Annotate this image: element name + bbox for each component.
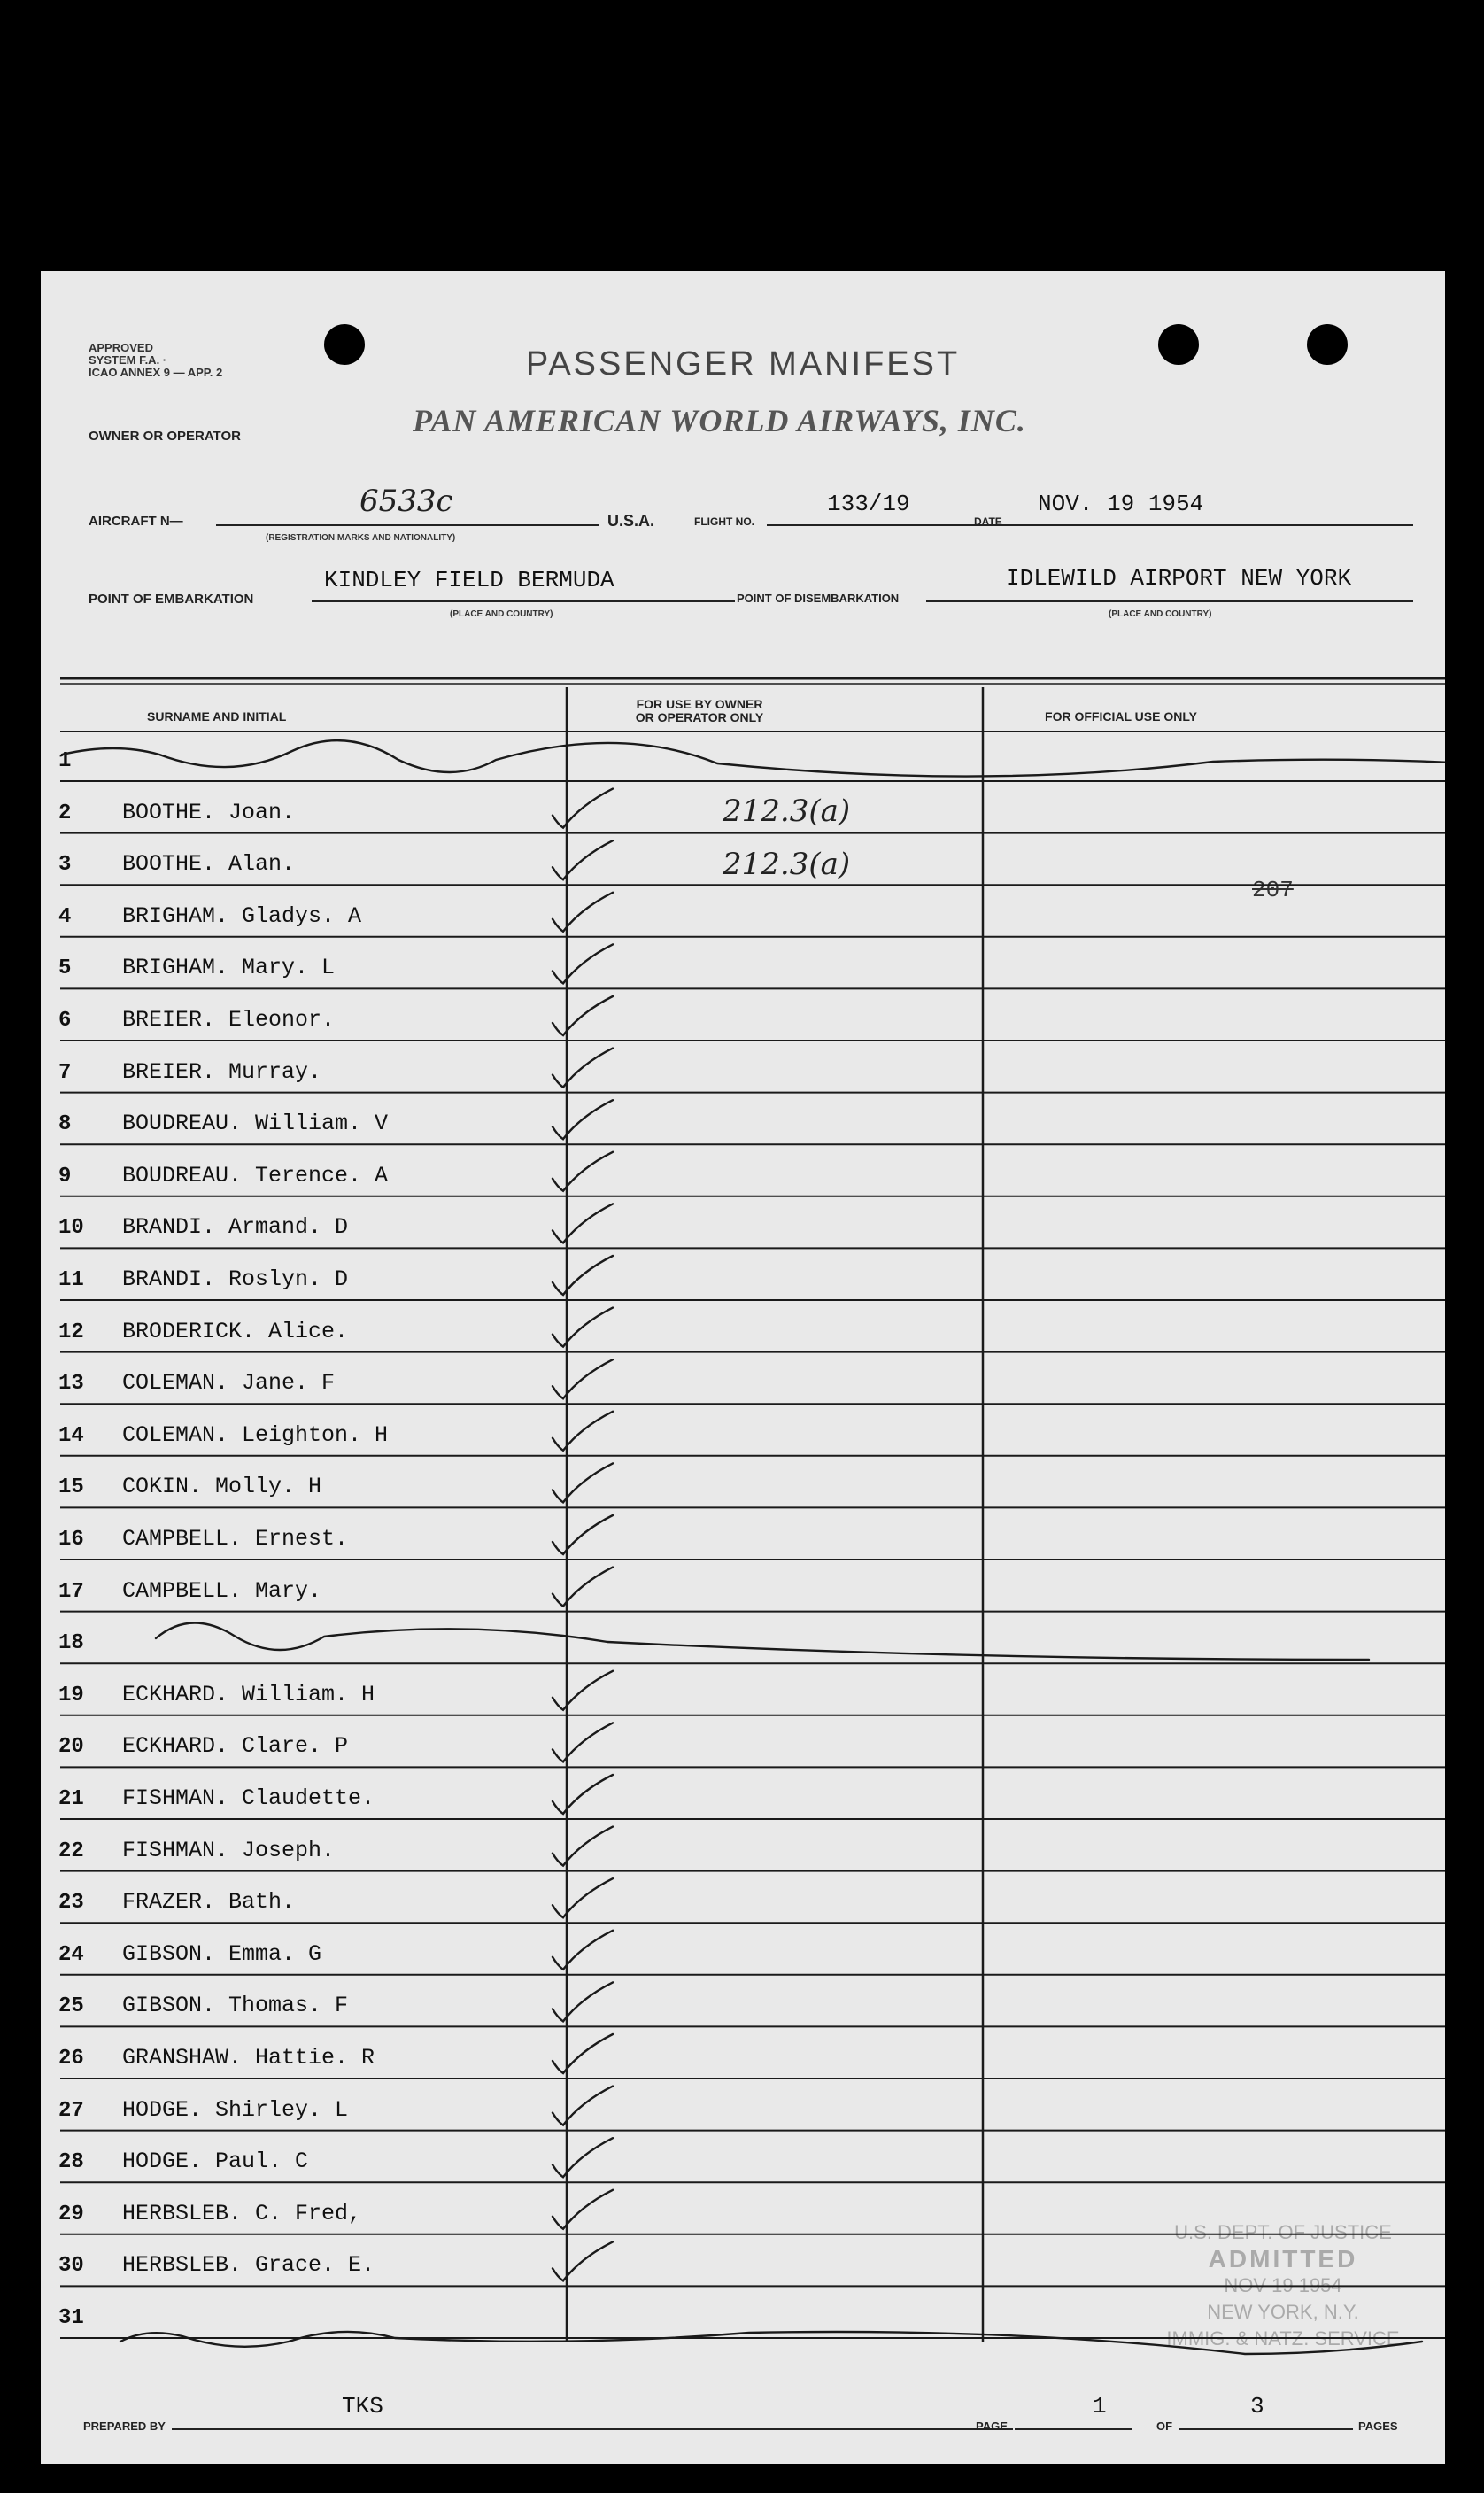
page-value: 1 — [1093, 2393, 1107, 2419]
table-ruling — [41, 271, 1445, 2464]
stamp-line: IMMIG. & NATZ. SERVICE — [1166, 2327, 1400, 2350]
check-mark — [553, 1412, 613, 1451]
row-number: 3 — [58, 853, 72, 878]
check-mark — [553, 840, 613, 879]
check-mark — [553, 1463, 613, 1502]
check-mark — [553, 2087, 613, 2125]
row-number: 8 — [58, 1112, 72, 1137]
check-mark — [553, 1775, 613, 1814]
passenger-name: COKIN. Molly. H — [122, 1474, 322, 1500]
passenger-name: BRANDI. Roslyn. D — [122, 1266, 349, 1292]
row-number: 12 — [58, 1320, 84, 1344]
page-label: PAGE — [976, 2419, 1008, 2433]
row-3-note: 212.3(a) — [723, 847, 851, 882]
passenger-name: FRAZER. Bath. — [122, 1889, 296, 1916]
passenger-name: BRIGHAM. Gladys. A — [122, 902, 362, 929]
prepared-value: TKS — [342, 2393, 383, 2419]
embarkation-note: (PLACE AND COUNTRY) — [450, 609, 553, 619]
row-number: 15 — [58, 1475, 84, 1500]
passenger-name: BRODERICK. Alice. — [122, 1318, 349, 1344]
passenger-name: FISHMAN. Claudette. — [122, 1785, 375, 1811]
passenger-name: GIBSON. Thomas. F — [122, 1993, 349, 2019]
passenger-name: ECKHARD. William. H — [122, 1681, 375, 1707]
row-number: 24 — [58, 1942, 84, 1967]
stamp-admitted: ADMITTED — [1208, 2245, 1358, 2272]
row-number: 4 — [58, 904, 72, 929]
passenger-name: GIBSON. Emma. G — [122, 1940, 322, 1967]
disembarkation-value: IDLEWILD AIRPORT NEW YORK — [1006, 565, 1352, 592]
row-number: 11 — [58, 1268, 84, 1292]
disembarkation-label: POINT OF DISEMBARKATION — [737, 592, 900, 605]
check-mark — [553, 1827, 613, 1866]
passenger-name: FISHMAN. Joseph. — [122, 1837, 336, 1863]
check-mark — [553, 2138, 613, 2177]
row-number: 27 — [58, 2098, 84, 2123]
row-2-note: 212.3(a) — [723, 794, 851, 829]
row-number: 1 — [58, 749, 72, 773]
check-mark — [553, 1256, 613, 1295]
row-number: 21 — [58, 1787, 84, 1811]
stamp-line: NEW YORK, N.Y. — [1207, 2301, 1359, 2323]
strike-row-18 — [156, 1622, 1369, 1660]
check-mark — [553, 1308, 613, 1347]
check-mark — [553, 2241, 613, 2280]
passenger-name: BOOTHE. Joan. — [122, 799, 296, 825]
official-number: 207 — [1252, 877, 1294, 903]
row-number: 18 — [58, 1631, 84, 1656]
row-number: 17 — [58, 1579, 84, 1604]
passenger-name: CAMPBELL. Ernest. — [122, 1526, 349, 1552]
passenger-name: HODGE. Paul. C — [122, 2148, 309, 2175]
row-number: 16 — [58, 1528, 84, 1552]
row-number: 13 — [58, 1372, 84, 1397]
check-mark — [553, 2034, 613, 2073]
approval-line: ICAO ANNEX 9 — APP. 2 — [89, 366, 223, 379]
row-number: 20 — [58, 1735, 84, 1760]
embarkation-value: KINDLEY FIELD BERMUDA — [324, 567, 614, 593]
row-number: 23 — [58, 1891, 84, 1916]
date-value: NOV. 19 1954 — [1038, 491, 1204, 517]
check-mark — [553, 1723, 613, 1761]
check-mark — [553, 1982, 613, 2021]
approval-line: SYSTEM F.A. · — [89, 353, 167, 367]
strike-row-1 — [62, 740, 1445, 776]
passenger-name: HODGE. Shirley. L — [122, 2096, 349, 2123]
passenger-name: BREIER. Eleonor. — [122, 1007, 336, 1033]
passenger-name: BRIGHAM. Mary. L — [122, 955, 336, 981]
col-header-official: FOR OFFICIAL USE ONLY — [1045, 709, 1197, 724]
check-mark — [553, 2190, 613, 2229]
passenger-name: GRANSHAW. Hattie. R — [122, 2045, 375, 2071]
passenger-name: COLEMAN. Jane. F — [122, 1370, 336, 1397]
stamp-line: U.S. DEPT. OF JUSTICE — [1174, 2221, 1392, 2243]
pages-label: PAGES — [1358, 2419, 1398, 2433]
prepared-label: PREPARED BY — [83, 2419, 166, 2433]
check-mark — [553, 1878, 613, 1917]
row-number: 9 — [58, 1164, 72, 1188]
passenger-name: COLEMAN. Leighton. H — [122, 1421, 389, 1448]
passenger-name: BRANDI. Armand. D — [122, 1214, 349, 1241]
row-number: 5 — [58, 956, 72, 981]
row-number: 7 — [58, 1060, 72, 1085]
passenger-name: BOUDREAU. Terence. A — [122, 1162, 389, 1188]
row-number: 14 — [58, 1423, 84, 1448]
row-number: 26 — [58, 2047, 84, 2071]
embarkation-label: POINT OF EMBARKATION — [89, 592, 254, 607]
passenger-name: HERBSLEB. C. Fred, — [122, 2200, 362, 2226]
form-title: PASSENGER MANIFEST — [525, 345, 961, 383]
row-number: 10 — [58, 1216, 84, 1241]
passenger-name: ECKHARD. Clare. P — [122, 1733, 349, 1760]
passenger-name: BOUDREAU. William. V — [122, 1111, 389, 1137]
check-mark — [553, 1515, 613, 1554]
check-mark — [553, 1204, 613, 1243]
pages-value: 3 — [1250, 2393, 1264, 2419]
aircraft-label: AIRCRAFT N— — [89, 514, 183, 529]
row-number: 29 — [58, 2202, 84, 2226]
check-mark — [553, 996, 613, 1035]
col-header-owner-use: FOR USE BY OWNER OR OPERATOR ONLY — [635, 697, 764, 724]
row-number: 30 — [58, 2254, 84, 2279]
strike-row-31 — [120, 2332, 1422, 2354]
date-label: DATE — [974, 515, 1002, 528]
nationality: U.S.A. — [607, 512, 655, 530]
passenger-name: HERBSLEB. Grace. E. — [122, 2252, 375, 2279]
row-number: 6 — [58, 1009, 72, 1033]
col-header-surname: SURNAME AND INITIAL — [147, 709, 287, 724]
passenger-name: BREIER. Murray. — [122, 1058, 322, 1085]
check-mark — [553, 1359, 613, 1398]
disembarkation-note: (PLACE AND COUNTRY) — [1109, 609, 1212, 619]
check-mark — [553, 1049, 613, 1088]
of-label: OF — [1156, 2419, 1173, 2433]
owner-value: PAN AMERICAN WORLD AIRWAYS, INC. — [413, 403, 1026, 438]
manifest-sheet — [41, 271, 1445, 2464]
row-number: 25 — [58, 1994, 84, 2019]
row-number: 19 — [58, 1683, 84, 1707]
check-mark — [553, 1568, 613, 1607]
check-mark — [553, 893, 613, 932]
owner-label: OWNER OR OPERATOR — [89, 429, 241, 444]
check-mark — [553, 1152, 613, 1191]
registration-note: (REGISTRATION MARKS AND NATIONALITY) — [266, 533, 456, 543]
passenger-name: BOOTHE. Alan. — [122, 851, 296, 878]
check-mark — [553, 1671, 613, 1710]
check-mark — [553, 1931, 613, 1970]
passenger-name: CAMPBELL. Mary. — [122, 1577, 322, 1604]
check-mark — [553, 789, 613, 828]
approval-line: APPROVED — [89, 341, 153, 354]
row-number: 2 — [58, 801, 72, 825]
check-mark — [553, 1100, 613, 1139]
row-number: 22 — [58, 1839, 84, 1863]
flight-label: FLIGHT NO. — [694, 515, 754, 528]
aircraft-value: 6533c — [359, 484, 453, 519]
row-number: 31 — [58, 2306, 84, 2330]
row-number: 28 — [58, 2150, 84, 2175]
check-mark — [553, 944, 613, 983]
stamp-date: NOV 19 1954 — [1224, 2274, 1342, 2296]
flight-value: 133/19 — [827, 491, 910, 517]
